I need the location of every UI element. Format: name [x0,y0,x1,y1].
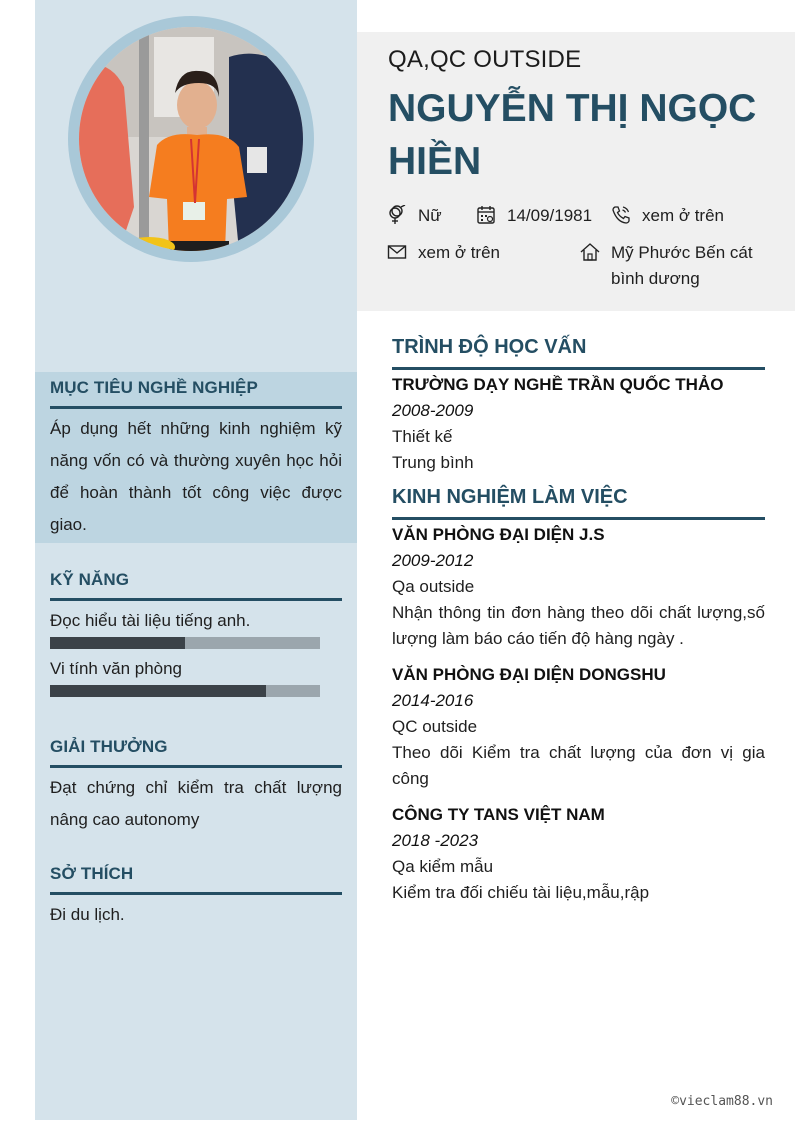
avatar [79,27,303,251]
mail-icon [387,242,407,262]
skill-name: Đọc hiểu tài liệu tiếng anh. [50,611,251,630]
phone-value: xem ở trên [642,206,725,225]
birthdate-value: 14/09/1981 [507,206,593,225]
job-position: Qa outside [392,577,475,596]
skill-name: Vi tính văn phòng [50,659,183,678]
job-position: Qa kiểm mẫu [392,857,494,876]
education-major: Thiết kế [392,427,453,446]
skills-section [50,570,342,697]
job-position: QC outside [392,717,478,736]
calendar-icon [476,205,496,225]
objective-section [35,372,357,543]
objective-text: Áp dụng hết những kinh nghiệm kỹ năng vốn có và thường xuyên học hỏi để hoàn thành tốt công việc được giao. [50,419,342,534]
awards-title: GIẢI THƯỞNG [50,737,342,768]
gender-value: Nữ [418,206,442,225]
awards-section [50,737,342,836]
home-icon [580,242,600,262]
job-period: 2009-2012 [392,551,474,570]
address-info [580,240,780,292]
company-name: VĂN PHÒNG ĐẠI DIỆN J.S [392,525,605,544]
experience-section [392,486,765,906]
email-info [387,240,500,266]
phone-icon [611,205,631,225]
job-description: Theo dõi Kiểm tra chất lượng của đơn vị gia công [392,743,765,788]
education-title: TRÌNH ĐỘ HỌC VẤN [392,336,765,370]
skill-bar [50,685,320,697]
objective-content [50,378,342,541]
email-value: xem ở trên [418,243,501,262]
avatar-photo [79,27,303,251]
phone-info [611,203,724,229]
skill-bar-fill [50,637,185,649]
company-name: CÔNG TY TANS VIỆT NAM [392,805,605,824]
experience-title: KINH NGHIỆM LÀM VIỆC [392,486,765,520]
education-grade: Trung bình [392,453,474,472]
watermark: ©vieclam88.vn [671,1094,773,1109]
hobbies-title: SỞ THÍCH [50,864,342,895]
experience-item [392,662,765,792]
objective-title: MỤC TIÊU NGHỀ NGHIỆP [50,378,342,409]
job-period: 2014-2016 [392,691,474,710]
skill-bar [50,637,320,649]
job-description: Kiểm tra đối chiếu tài liệu,mẫu,rập [392,883,650,902]
sidebar [35,0,357,1120]
awards-text: Đạt chứng chỉ kiểm tra chất lượng nâng cao autonomy [50,778,342,829]
education-section [392,336,765,476]
candidate-name: NGUYỄN THỊ NGỌC HIỀN [388,87,757,183]
profile-header [357,32,795,311]
school-name: TRƯỜNG DẠY NGHỀ TRẦN QUỐC THẢO [392,375,724,394]
skills-title: KỸ NĂNG [50,570,342,601]
hobbies-section [50,864,342,931]
gender-icon [387,205,407,225]
birthdate-info [476,203,592,229]
address-value: Mỹ Phước Bến cát bình dương [611,243,753,288]
gender-info [387,203,442,229]
experience-item [392,802,765,906]
skill-bar-fill [50,685,266,697]
education-period: 2008-2009 [392,401,474,420]
hobbies-text: Đi du lịch. [50,905,125,924]
experience-item [392,522,765,652]
job-description: Nhận thông tin đơn hàng theo dõi chất lượng,số lượng làm báo cáo tiến độ hàng ngày . [392,603,765,648]
company-name: VĂN PHÒNG ĐẠI DIỆN DONGSHU [392,665,666,684]
job-period: 2018 -2023 [392,831,479,850]
job-title: QA,QC OUTSIDE [388,46,582,73]
avatar-frame [68,16,314,262]
